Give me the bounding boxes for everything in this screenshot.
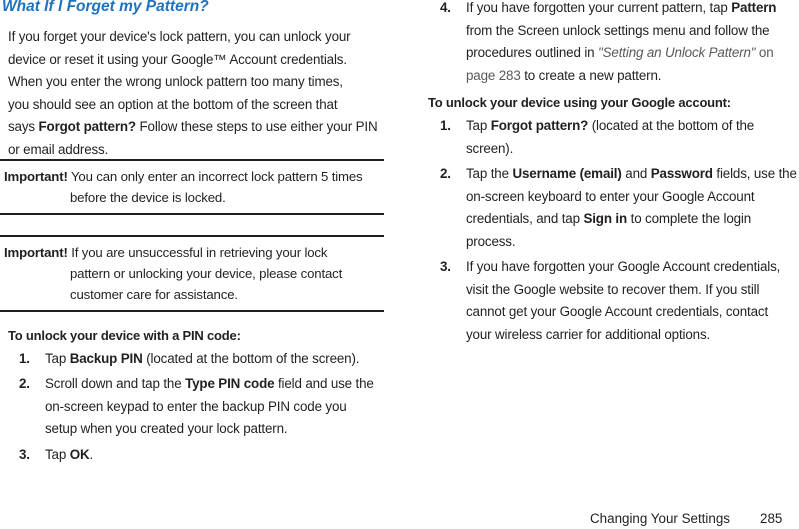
- step-text-part: Tap: [45, 351, 70, 366]
- step-text-part: (located at the bottom of the: [588, 118, 755, 133]
- step-text-part: If you have forgotten your current pattern, tap: [466, 0, 732, 15]
- step-text: [466, 256, 780, 346]
- step-number: 2.: [440, 166, 451, 181]
- step-line: on-screen keypad to enter the backup PIN code you: [45, 398, 347, 414]
- step-text-part: credentials, and tap: [466, 211, 584, 227]
- sign-in-term: Sign in: [583, 211, 628, 227]
- step-text: [45, 348, 359, 371]
- step-text-part: .: [89, 447, 94, 462]
- step-line: [466, 65, 776, 88]
- section-title: What If I Forget my Pattern?: [2, 0, 209, 15]
- step-text: [466, 163, 797, 253]
- intro-text: Follow these steps to use either your PIN: [135, 119, 378, 135]
- password-term: Password: [650, 166, 713, 181]
- step-text-part: on: [755, 45, 774, 61]
- step-line: your wireless carrier for additional options.: [466, 326, 711, 342]
- footer-section-name: Changing Your Settings: [590, 511, 730, 526]
- important-note-1: [4, 166, 384, 208]
- step-text-part: and: [621, 166, 651, 181]
- step-text: [45, 373, 374, 441]
- note-top-rule: [0, 159, 384, 161]
- note-top-rule: [0, 235, 384, 237]
- username-term: Username (email): [512, 166, 622, 181]
- note-line: customer care for assistance.: [70, 287, 238, 302]
- page-reference-link[interactable]: page 283: [466, 67, 521, 83]
- step-text-part: fields, use the: [712, 166, 797, 181]
- step-line: [45, 373, 374, 396]
- step-text-part: Tap the: [466, 166, 513, 181]
- step-number: 1.: [19, 351, 30, 366]
- note-text: You can only enter an incorrect lock pattern 5 times: [67, 169, 363, 184]
- intro-line: you should see an option at the bottom of the screen that: [8, 96, 338, 112]
- intro-line: If you forget your device's lock pattern, you can unlock your: [8, 29, 351, 44]
- intro-line: [8, 116, 384, 139]
- step-text-part: Tap: [466, 118, 491, 133]
- step-line: [466, 208, 797, 231]
- note-line: [4, 242, 384, 263]
- note-line: before the device is locked.: [70, 190, 226, 205]
- forgot-pattern-term: Forgot pattern?: [38, 119, 136, 135]
- step-line: setup when you created your lock pattern.: [45, 421, 288, 437]
- step-text-part: to complete the login: [627, 211, 752, 227]
- intro-text: says: [8, 119, 39, 135]
- intro-paragraph: [8, 26, 384, 162]
- note-line: [4, 166, 384, 187]
- note-line: pattern or unlocking your device, please contact: [70, 266, 343, 281]
- step-number: 2.: [19, 376, 30, 391]
- pin-heading: To unlock your device with a PIN code:: [8, 328, 241, 343]
- step-text-part: Scroll down and tap the: [45, 376, 186, 391]
- step-line: from the Screen unlock settings menu and follow the: [466, 22, 770, 38]
- intro-line: device or reset it using your Google™ Account credentials.: [8, 51, 347, 67]
- note-text: If you are unsuccessful in retrieving your lock: [67, 245, 328, 260]
- note-bottom-rule: [0, 213, 384, 215]
- type-pin-code-term: Type PIN code: [185, 376, 275, 391]
- footer-page-number: 285: [760, 511, 783, 526]
- step-line: visit the Google website to recover them. If you still: [466, 281, 760, 297]
- step-text: [45, 444, 93, 467]
- step-line: cannot get your Google Account credentials, contact: [466, 304, 769, 320]
- step-line: [466, 163, 797, 186]
- step-number: 1.: [440, 118, 451, 133]
- note-label: Important!: [4, 169, 68, 184]
- step-text-part: to create a new pattern.: [520, 67, 662, 83]
- step-line: process.: [466, 233, 516, 249]
- ok-term: OK: [69, 447, 90, 462]
- step-number: 4.: [440, 0, 451, 15]
- step-number: 3.: [19, 447, 30, 462]
- step-text: [466, 115, 754, 160]
- google-heading: To unlock your device using your Google account:: [428, 95, 731, 110]
- step-number: 3.: [440, 259, 451, 274]
- step-line: on-screen keyboard to enter your Google Account: [466, 188, 755, 204]
- backup-pin-term: Backup PIN: [69, 351, 143, 366]
- note-bottom-rule: [0, 310, 384, 312]
- step-text-part: (located at the bottom of the screen).: [142, 351, 360, 366]
- note-label: Important!: [4, 245, 68, 260]
- intro-line: When you enter the wrong unlock pattern too many times,: [8, 74, 343, 90]
- step-line: If you have forgotten your Google Account credentials,: [466, 259, 781, 274]
- step-text: [466, 0, 776, 87]
- step-line: [466, 115, 754, 138]
- unlock-pattern-link[interactable]: "Setting an Unlock Pattern": [598, 45, 756, 61]
- intro-line: or email address.: [8, 141, 109, 157]
- step-line: screen).: [466, 140, 514, 156]
- step-text-part: procedures outlined in: [466, 45, 599, 61]
- step-text-part: field and use the: [274, 376, 374, 391]
- important-note-2: [4, 242, 384, 305]
- pattern-term: Pattern: [731, 0, 777, 15]
- step-line: [466, 0, 776, 20]
- forgot-pattern-term: Forgot pattern?: [490, 118, 589, 133]
- step-line: [466, 42, 776, 65]
- step-text-part: Tap: [45, 447, 70, 462]
